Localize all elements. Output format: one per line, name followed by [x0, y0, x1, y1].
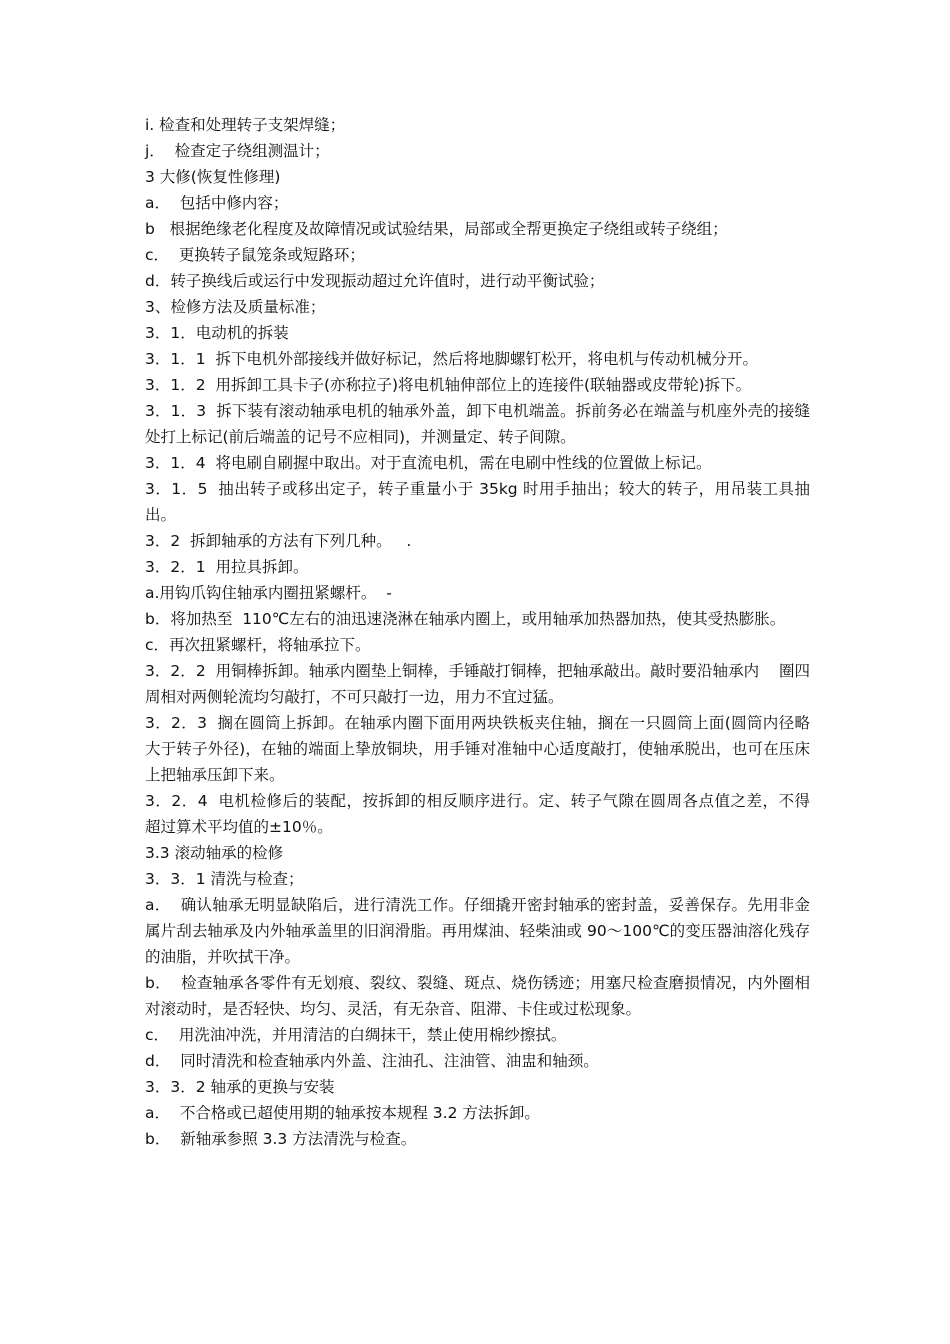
para-3-1-5: 3．1．5 抽出转子或移出定子，转子重量小于 35kg 时用手抽出；较大的转子，用吊装工具抽出。 [145, 480, 810, 524]
heading-methods-standards: 3、检修方法及质量标准； [145, 298, 326, 316]
para-3-2-4: 3．2．4 电机检修后的装配，按拆卸的相反顺序进行。定、转子气隙在圆周各点值之差，不得 超过算术平均值的±10％。 [145, 792, 820, 836]
heading-3-3-1: 3．3．1 清洗与检查； [145, 870, 304, 888]
heading-3-2: 3．2 拆卸轴承的方法有下列几种。 . [145, 532, 412, 550]
para-3-2-1-a: a.用钩爪钩住轴承内圈扭紧螺杆。 - [145, 584, 392, 602]
line-overhaul-d: d．转子换线后或运行中发现振动超过允许值时，进行动平衡试验； [145, 272, 605, 290]
line-inspect-rotor-weld: i. 检查和处理转子支架焊缝； [145, 116, 346, 134]
para-3-3-2-a: a． 不合格或已超使用期的轴承按本规程 3.2 方法拆卸。 [145, 1104, 540, 1122]
para-3-1-3: 3．1．3 拆下装有滚动轴承电机的轴承外盖，卸下电机端盖。拆前务必在端盖与机座外壳的接缝处打上标记(前后端盖的记号不应相同)，并测量定、转子间隙。 [145, 402, 810, 446]
heading-3-3-2: 3．3．2 轴承的更换与安装 [145, 1078, 335, 1096]
para-3-2-1-b: b．将加热至 110℃左右的油迅速浇淋在轴承内圈上，或用轴承加热器加热，使其受热膨胀。 [145, 610, 786, 628]
document-body [145, 112, 820, 1152]
para-3-3-1-b: b． 检查轴承各零件有无划痕、裂纹、裂缝、斑点、烧伤锈迹；用塞尺检查磨损情况，内外圈相对滚动时，是否轻快、均匀、灵活，有无杂音、阻滞、卡住或过松现象。 [145, 974, 810, 1018]
heading-3-3: 3.3 滚动轴承的检修 [145, 844, 284, 862]
para-3-2-2: 3．2．2 用铜棒拆卸。轴承内圈垫上铜棒，手锤敲打铜棒，把轴承敲出。敲时要沿轴承内 圈四周相对两侧轮流均匀敲打，不可只敲打一边，用力不宜过猛。 [145, 662, 810, 706]
para-3-3-1-a: a． 确认轴承无明显缺陷后，进行清洗工作。仔细撬开密封轴承的密封盖，妥善保存。先用非金属片刮去轴承及内外轴承盖里的旧润滑脂。再用煤油、轻柴油或 90～100℃的变压器油溶化残存的油脂，并吹拭干净。 [145, 896, 810, 966]
heading-3-1: 3．1．电动机的拆装 [145, 324, 289, 342]
line-overhaul-a: a． 包括中修内容； [145, 194, 289, 212]
para-3-3-1-c: c． 用洗油冲洗，并用清洁的白绸抹干，禁止使用棉纱擦拭。 [145, 1026, 567, 1044]
para-3-2-1-c: c．再次扭紧螺杆，将轴承拉下。 [145, 636, 371, 654]
para-3-3-1-d: d． 同时清洗和检查轴承内外盖、注油孔、注油管、油盅和轴颈。 [145, 1052, 599, 1070]
line-overhaul-c: c． 更换转子鼠笼条或短路环； [145, 246, 365, 264]
para-3-1-1: 3．1．1 拆下电机外部接线并做好标记，然后将地脚螺钉松开，将电机与传动机械分开。 [145, 350, 758, 368]
para-3-1-4: 3．1．4 将电刷自刷握中取出。对于直流电机，需在电刷中性线的位置做上标记。 [145, 454, 712, 472]
para-3-2-1: 3．2．1 用拉具拆卸。 [145, 558, 309, 576]
line-overhaul-b: b 根据绝缘老化程度及故障情况或试验结果，局部或全帮更换定子绕组或转子绕组； [145, 220, 728, 238]
line-inspect-stator-thermometer: j． 检查定子绕组测温计； [145, 142, 330, 160]
para-3-2-3: 3．2．3 搁在圆筒上拆卸。在轴承内圈下面用两块铁板夹住轴，搁在一只圆筒上面(圆筒内径略大于转子外径)，在轴的端面上挚放铜块，用手锤对准轴中心适度敲打，使轴承脱出，也可在压床上把轴承压卸下来。 [145, 714, 810, 784]
heading-major-overhaul: 3 大修(恢复性修理) [145, 168, 281, 186]
para-3-1-2: 3．1．2 用拆卸工具卡子(亦称拉子)将电机轴伸部位上的连接件(联轴器或皮带轮)拆下。 [145, 376, 752, 394]
para-3-3-2-b: b． 新轴承参照 3.3 方法清洗与检查。 [145, 1130, 417, 1148]
